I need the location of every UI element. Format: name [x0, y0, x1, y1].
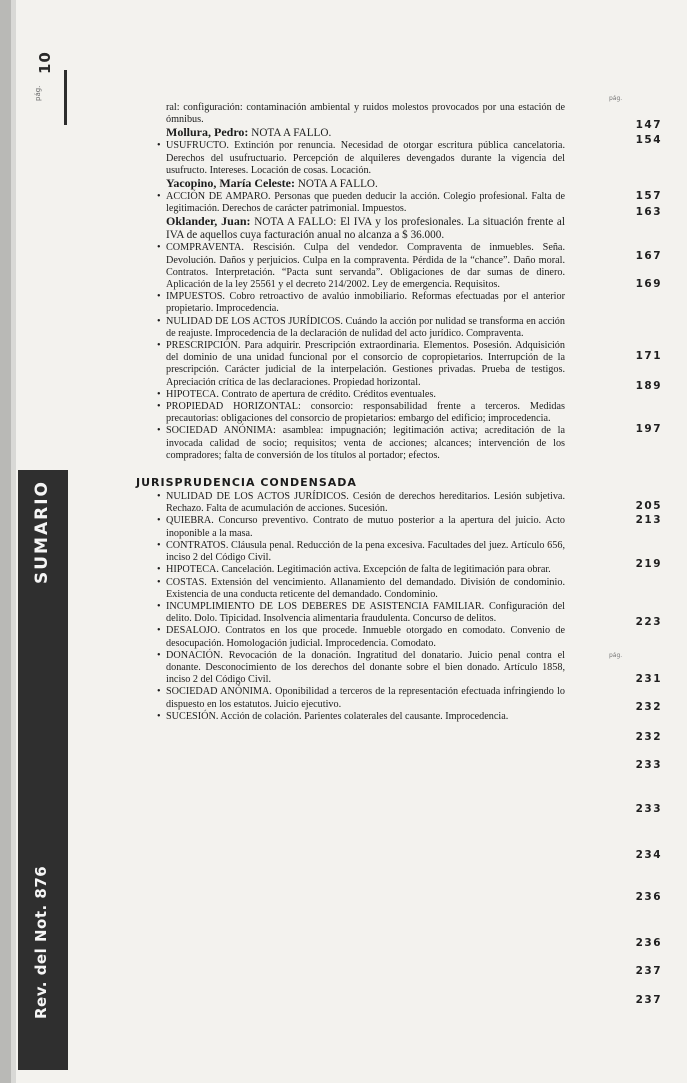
bullet-icon: •	[157, 600, 161, 612]
contents-entry	[140, 140, 565, 177]
contents-top	[140, 102, 565, 462]
bullet-icon: •	[157, 686, 161, 698]
author-name: Yacopino, María Celeste:	[166, 176, 295, 191]
page-ref: 163	[635, 206, 662, 218]
entry-text: NOTA A FALLO.	[248, 127, 332, 140]
contents-entry-continuation	[140, 102, 565, 126]
entry-text: DESALOJO. Contratos en los que procede. Inmueble otorgado en comodato. Convenio de desocupación. Homologación judicial. Improcedencia. Comodato.	[166, 625, 565, 649]
contents-list	[136, 102, 565, 723]
bullet-icon: •	[157, 401, 161, 413]
bullet-icon: •	[157, 191, 161, 203]
page-ref: 189	[635, 380, 662, 392]
entry-text: COSTAS. Extensión del vencimiento. Allanamiento del demandado. División de condominio. Existencia de una conducta reticente del demandado. Condominio.	[166, 576, 565, 600]
contents-entry	[140, 389, 565, 401]
contents-entry	[140, 686, 565, 710]
contents-entry	[140, 242, 565, 291]
author-name: Mollura, Pedro:	[166, 125, 249, 140]
page-number: 10	[36, 51, 54, 74]
bullet-icon: •	[157, 539, 161, 551]
entry-text: USUFRUCTO. Extinción por renuncia. Necesidad de otorgar escritura pública cancelatoria. Derechos del usufructuario. Percepción de alquileres devengados durante la vigencia del usufructo. Intereses. Locación de cosas. Locación.	[166, 140, 565, 176]
entry-text: HIPOTECA. Cancelación. Legitimación activa. Excepción de falta de legitimación para obrar.	[166, 564, 551, 576]
contents-entry	[140, 540, 565, 564]
bullet-icon: •	[157, 625, 161, 637]
entry-text: IMPUESTOS. Cobro retroactivo de avalúo inmobiliario. Reformas efectuadas por el anterior propietario. Improcedencia.	[166, 291, 565, 315]
author-entry	[140, 177, 565, 191]
page-number-label: pág.	[34, 85, 42, 101]
entry-text: SOCIEDAD ANÓNIMA. Oponibilidad a terceros de la representación efectuada infringiendo lo dispuesto en los estatutos. Juicio ejecutivo.	[166, 686, 565, 710]
page-ref: 223	[635, 616, 662, 628]
bullet-icon: •	[157, 649, 161, 661]
contents-entry	[140, 650, 565, 687]
scan-edge-shadow	[11, 0, 16, 1083]
entry-text: SUCESIÓN. Acción de colación. Parientes colaterales del causante. Improcedencia.	[166, 710, 509, 722]
entry-text: ACCIÓN DE AMPARO. Personas que pueden deducir la acción. Colegio profesional. Falta de legitimación. Derechos de carácter patrimonial. Impuestos.	[166, 191, 565, 215]
page-ref: 234	[635, 849, 662, 861]
contents-entry	[140, 425, 565, 462]
bullet-icon: •	[157, 515, 161, 527]
entry-text: DONACIÓN. Revocación de la donación. Ingratitud del donatario. Juicio penal contra el donante. Desconocimiento de los derechos del donante sobre el bien donado. Artículo 1858, inciso 2 del Código Civil.	[166, 649, 565, 686]
entry-text: HIPOTECA. Contrato de apertura de crédito. Créditos eventuales.	[166, 388, 436, 400]
author-entry	[140, 215, 565, 242]
contents-entry	[140, 625, 565, 649]
scan-edge	[0, 0, 11, 1083]
entry-text: NOTA A FALLO.	[294, 178, 378, 191]
entry-text: ral: configuración: contaminación ambiental y ruidos molestos provocados por una estación de ómnibus.	[166, 102, 565, 126]
entry-text: INCUMPLIMIENTO DE LOS DEBERES DE ASISTENCIA FAMILIAR. Configuración del delito. Dolo. Tipicidad. Insolvencia alimentaria fraudulenta. Concurso de delitos.	[166, 600, 565, 625]
page-ref: 197	[635, 423, 662, 435]
entry-text: QUIEBRA. Concurso preventivo. Contrato de mutuo posterior a la apertura del juicio. Acto inoponible a la masa.	[166, 515, 565, 539]
bullet-icon: •	[157, 425, 161, 437]
contents-entry	[140, 316, 565, 340]
page-tick-mark	[64, 70, 67, 125]
contents-entry	[140, 564, 565, 576]
page-ref: 236	[635, 891, 662, 903]
bullet-icon: •	[157, 242, 161, 254]
contents-entry	[140, 340, 565, 389]
page-ref: 237	[635, 965, 662, 977]
contents-entry	[140, 711, 565, 723]
contents-entry	[140, 191, 565, 215]
bullet-icon: •	[157, 388, 161, 400]
entry-text: COMPRAVENTA. Rescisión. Culpa del vendedor. Compraventa de inmuebles. Seña. Devolución. Daños y perjuicios. Culpa en la compraventa. Pérdida de la “chance”. Daño moral. Contratos. Interpretación. “Pacta sunt servanda”. Obligaciones de dar sumas de dinero. Aplicación de la ley 25561 y el decreto 214/2002. Ley de emergencia. Requisitos.	[166, 242, 565, 291]
page-ref: 205	[635, 500, 662, 512]
bullet-icon: •	[157, 491, 161, 503]
entry-text: CONTRATOS. Cláusula penal. Reducción de la pena excesiva. Facultades del juez. Artículo 656, inciso 2 del Código Civil.	[166, 539, 565, 564]
page-ref: 167	[635, 250, 662, 262]
page-ref: 233	[635, 803, 662, 815]
contents-entry	[140, 515, 565, 539]
contents-bottom	[140, 491, 565, 723]
pag-label-top: pág.	[609, 95, 623, 102]
author-entry	[140, 126, 565, 140]
author-name: Oklander, Juan:	[166, 214, 251, 229]
pag-label-section: pág.	[609, 652, 623, 659]
bullet-icon: •	[157, 340, 161, 352]
page-ref: 237	[635, 994, 662, 1006]
contents-entry	[140, 491, 565, 515]
page-ref: 213	[635, 514, 662, 526]
bullet-icon: •	[157, 291, 161, 303]
page-ref: 232	[635, 731, 662, 743]
journal-title-vertical: Rev. del Not. 876	[32, 865, 50, 1019]
page-ref: 219	[635, 558, 662, 570]
bullet-icon: •	[157, 710, 161, 722]
entry-text: PRESCRIPCIÓN. Para adquirir. Prescripción extraordinaria. Elementos. Posesión. Adquisición del dominio de una unidad funcional por el consorcio de copropietarios. Interrupción de la prescripción. Carácter judicial de la interpelación. Gestiones privadas. Prueba de testigos. Apreciación crítica de las declaraciones. Propiedad horizontal.	[166, 340, 565, 388]
page-ref: 169	[635, 278, 662, 290]
page-ref: 232	[635, 701, 662, 713]
entry-text: SOCIEDAD ANÓNIMA: asamblea: impugnación; legitimación activa; acreditación de la invocada calidad de socio; requisitos; venta de acciones; alcances; intervención de los compradores; falta de conversión de los títulos al portador; efectos.	[166, 425, 565, 461]
page-ref: 233	[635, 759, 662, 771]
contents-entry	[140, 577, 565, 601]
page-ref: 147	[635, 119, 662, 131]
page-ref: 231	[635, 673, 662, 685]
bullet-icon: •	[157, 315, 161, 327]
bullet-icon: •	[157, 576, 161, 588]
entry-text: NULIDAD DE LOS ACTOS JURÍDICOS. Cesión de derechos hereditarios. Lesión subjetiva. Rechazo. Falta de acumulación de acciones. Sucesión.	[166, 491, 565, 515]
entry-text: NOTA A FALLO: El IVA y los profesionales. La situación frente al IVA de aquellos cuya facturación anual no alcanza a $ 36.000.	[166, 216, 565, 242]
contents-entry	[140, 601, 565, 625]
page-ref: 171	[635, 350, 662, 362]
page-ref: 154	[635, 134, 662, 146]
bullet-icon: •	[157, 140, 161, 152]
page-ref: 157	[635, 190, 662, 202]
entry-text: PROPIEDAD HORIZONTAL: consorcio: responsabilidad frente a terceros. Medidas precautorias: obligaciones del consorcio de propietarios: embargo del edificio; improcedencia.	[166, 401, 565, 425]
section-heading: JURISPRUDENCIA CONDENSADA	[136, 476, 357, 490]
contents-entry	[140, 291, 565, 315]
bullet-icon: •	[157, 564, 161, 576]
entry-text: NULIDAD DE LOS ACTOS JURÍDICOS. Cuándo la acción por nulidad se transforma en acción de reajuste. Improcedencia de la declaración de nulidad del acto jurídico. Compraventa.	[166, 315, 565, 339]
page-ref: 236	[635, 937, 662, 949]
contents-entry	[140, 401, 565, 425]
section-title-vertical: SUMARIO	[32, 480, 52, 584]
